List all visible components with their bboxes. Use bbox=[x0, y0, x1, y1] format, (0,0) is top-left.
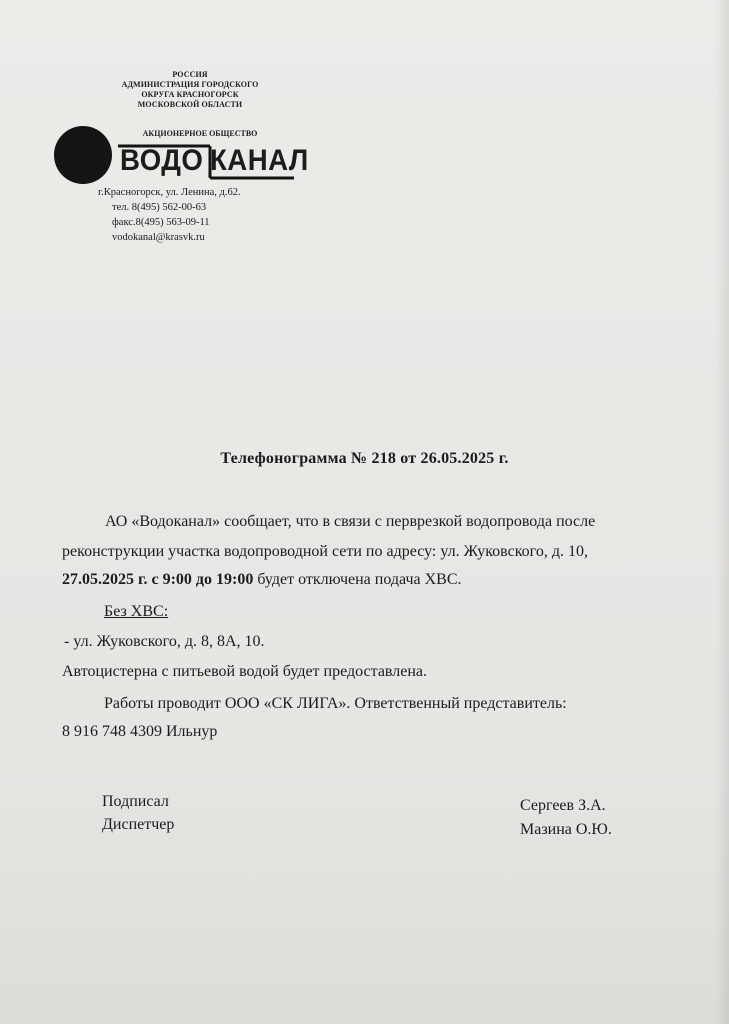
water-tanker-note: Автоцистерна с питьевой водой будет предоставлена. bbox=[62, 663, 428, 680]
outage-date-time: 27.05.2025 г. с 9:00 до 19:00 bbox=[62, 571, 254, 588]
logo-word-vodo: ВОДО bbox=[120, 144, 204, 177]
company-type: АКЦИОНЕРНОЕ ОБЩЕСТВО bbox=[142, 129, 258, 138]
letterhead-address: г.Красногорск, ул. Ленина, д.62. bbox=[98, 187, 241, 198]
letterhead-administration: АДМИНИСТРАЦИЯ ГОРОДСКОГО bbox=[121, 80, 259, 89]
dispatcher-label: Диспетчер bbox=[102, 816, 175, 833]
signer-name: Сергеев З.А. bbox=[520, 797, 606, 814]
outage-description: будет отключена подача ХВС. bbox=[253, 571, 462, 588]
company-logo-wordmark bbox=[118, 142, 309, 182]
signed-label: Подписал bbox=[102, 793, 169, 810]
contractor-phone: 8 916 748 4309 Ильнур bbox=[62, 723, 218, 740]
letterhead-region: МОСКОВСКОЙ ОБЛАСТИ bbox=[137, 100, 243, 109]
page-edge-shadow bbox=[715, 0, 729, 1024]
dispatcher-name: Мазина О.Ю. bbox=[520, 821, 612, 838]
letterhead-phone: тел. 8(495) 562-00-63 bbox=[112, 202, 207, 213]
affected-address-item: - ул. Жуковского, д. 8, 8А, 10. bbox=[64, 633, 265, 650]
paragraph-1-line-2: реконструкции участка водопроводной сети по адресу: ул. Жуковского, д. 10, bbox=[62, 543, 588, 560]
letterhead-district: ОКРУГА КРАСНОГОРСК bbox=[141, 90, 239, 99]
letterhead-country: РОССИЯ bbox=[172, 70, 208, 79]
letterhead-email: vodokanal@krasvk.ru bbox=[112, 232, 205, 243]
company-logo-circle bbox=[54, 126, 112, 184]
letterhead-fax: факс.8(495) 563-09-11 bbox=[112, 217, 210, 228]
without-water-label: Без ХВС: bbox=[104, 603, 169, 620]
document-title: Телефонограмма № 218 от 26.05.2025 г. bbox=[220, 450, 509, 467]
paragraph-1-line-1: АО «Водоканал» сообщает, что в связи с перврезкой водопровода после bbox=[105, 513, 596, 530]
contractor-line-1: Работы проводит ООО «СК ЛИГА». Ответственный представитель: bbox=[104, 695, 567, 712]
paragraph-1-line-3 bbox=[62, 570, 462, 590]
logo-word-kanal: КАНАЛ bbox=[210, 144, 309, 177]
